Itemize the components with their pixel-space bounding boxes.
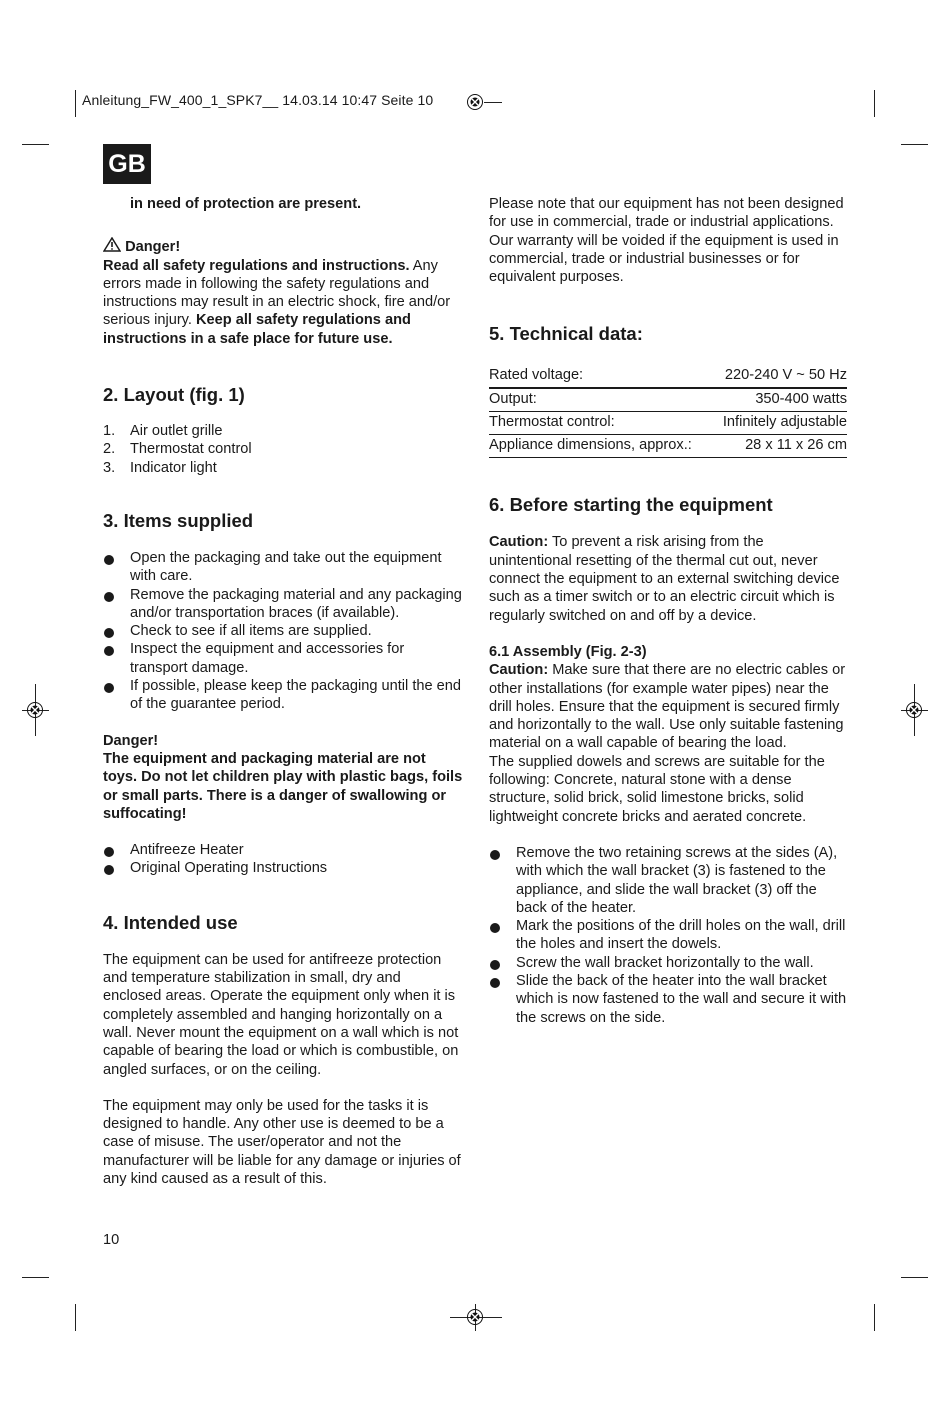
caution-paragraph-2: Caution: Make sure that there are no electric cables or other installations (for example water pipes) near the drill holes. Ensure that the equipment is secured firmly and horizontally to the wall. Use only suitable fastening material on a wall capable of bearing the load. [489, 662, 846, 752]
bullet-icon [489, 954, 516, 972]
list-item: Mark the positions of the drill holes on the wall, drill the holes and insert the dowels. [489, 917, 849, 954]
caution-paragraph-1: Caution: To prevent a risk arising from the unintentional resetting of the thermal cut out, never connect the equipment to an external switching device such as a timer switch or to an electric circuit which is regularly switched on and off by a device. [489, 534, 840, 624]
list-item: Remove the packaging material and any packaging and/or transportation braces (if available). [103, 586, 463, 623]
registration-mark-icon [466, 93, 484, 111]
items-supplied-list [103, 549, 463, 714]
bullet-icon [103, 859, 130, 877]
contents-list [103, 841, 463, 878]
bullet-icon [103, 677, 130, 714]
bullet-icon [103, 622, 130, 640]
right-column [489, 195, 849, 1027]
crop-mark [901, 144, 928, 145]
table-row: Rated voltage: 220-240 V ~ 50 Hz [489, 365, 847, 388]
list-item: 1. Air outlet grille [103, 423, 223, 440]
danger-bold-text-2: Keep all safety regulations and instructions in a safe place for future use. [103, 312, 411, 347]
crop-mark [75, 90, 76, 117]
danger-paragraph [103, 257, 463, 348]
print-slug-header: Anleitung_FW_400_1_SPK7__ 14.03.14 10:47 Seite 10 [82, 92, 434, 108]
assembly-steps-list [489, 844, 849, 1027]
warranty-paragraph: Please note that our equipment has not been designed for use in commercial, trade or industrial applications. Our warranty will be voided if the equipment is used in commercial, trade or industrial businesses or for equivalent purposes. [489, 196, 844, 286]
table-row: Appliance dimensions, approx.: 28 x 11 x 26 cm [489, 435, 847, 458]
table-row: Output: 350-400 watts [489, 388, 847, 412]
bullet-icon [489, 972, 516, 1027]
warning-triangle-icon [103, 237, 121, 252]
bullet-icon [489, 844, 516, 917]
crop-mark [22, 144, 49, 145]
language-badge: GB [103, 144, 151, 184]
crop-mark [75, 1304, 76, 1331]
list-item: Screw the wall bracket horizontally to the wall. [489, 954, 849, 972]
intro-text: in need of protection are present. [130, 196, 362, 212]
crop-mark [901, 1277, 928, 1278]
layout-list [103, 422, 463, 477]
list-item: If possible, please keep the packaging until the end of the guarantee period. [103, 677, 463, 714]
subsection-title-assembly: 6.1 Assembly (Fig. 2-3) [489, 643, 647, 660]
danger-title-2: Danger! [103, 732, 159, 749]
danger-heading [103, 237, 463, 256]
section-title-before-starting: 6. Before starting the equipment [489, 494, 773, 516]
bullet-icon [103, 549, 130, 586]
danger-text-2: The equipment and packaging material are not toys. Do not let children play with plastic bags, foils or small parts. There is a danger of swallowing or suffocating! [103, 750, 463, 822]
bullet-icon [489, 917, 516, 954]
left-column [103, 195, 463, 1188]
list-item: Slide the back of the heater into the wall bracket which is now fastened to the wall and secure it with the screws on the side. [489, 972, 849, 1027]
danger-bold-text: Read all safety regulations and instructions. [103, 257, 410, 274]
section-title-layout: 2. Layout (fig. 1) [103, 384, 245, 406]
table-row: Thermostat control: Infinitely adjustable [489, 412, 847, 435]
danger-text: Any errors made in following the safety regulations and instructions may result in an electric shock, fire and/or serious injury. [103, 257, 451, 329]
list-item: Original Operating Instructions [103, 859, 463, 877]
registration-mark-icon [466, 1308, 484, 1326]
crop-mark [484, 102, 502, 103]
crop-mark [874, 1304, 875, 1331]
list-item: Inspect the equipment and accessories for transport damage. [103, 640, 463, 677]
bullet-icon [103, 841, 130, 859]
bullet-icon [103, 640, 130, 677]
list-item: Antifreeze Heater [103, 841, 463, 859]
section-title-intended-use: 4. Intended use [103, 911, 238, 933]
registration-mark-icon [905, 701, 923, 719]
crop-mark [22, 1277, 49, 1278]
list-item: 3. Indicator light [103, 459, 217, 476]
danger-title: Danger! [125, 239, 181, 256]
bullet-icon [103, 586, 130, 623]
list-item: Check to see if all items are supplied. [103, 622, 463, 640]
intended-use-paragraph-1: The equipment can be used for antifreeze protection and temperature stabilization in small, dry and enclosed areas. Operate the equipment only when it is completely assembled and hanging horizontally on a wall. Never mount the equipment on a wall which is not capable of bearing the load or which is combustible, on angled surfaces, or on the ceiling. [103, 951, 459, 1078]
crop-mark [874, 90, 875, 117]
page-number: 10 [103, 1232, 120, 1248]
technical-data-table [489, 365, 847, 458]
section-title-technical-data: 5. Technical data: [489, 323, 643, 345]
list-item: 2. Thermostat control [103, 441, 252, 458]
section-title-items-supplied: 3. Items supplied [103, 509, 254, 531]
dowels-paragraph: The supplied dowels and screws are suitable for the following: Concrete, natural stone with a dense structure, solid brick, solid limestone bricks, solid lightweight concrete bricks and aerated concrete. [489, 753, 825, 825]
intended-use-paragraph-2: The equipment may only be used for the tasks it is designed to handle. Any other use is deemed to be a case of misuse. The user/operator and not the manufacturer will be liable for any damage or injuries of any kind caused as a result of this. [103, 1097, 461, 1187]
list-item: Open the packaging and take out the equipment with care. [103, 549, 463, 586]
list-item: Remove the two retaining screws at the sides (A), with which the wall bracket (3) is fastened to the appliance, and slide the wall bracket (3) off the back of the heater. [489, 844, 849, 917]
registration-mark-icon [26, 701, 44, 719]
